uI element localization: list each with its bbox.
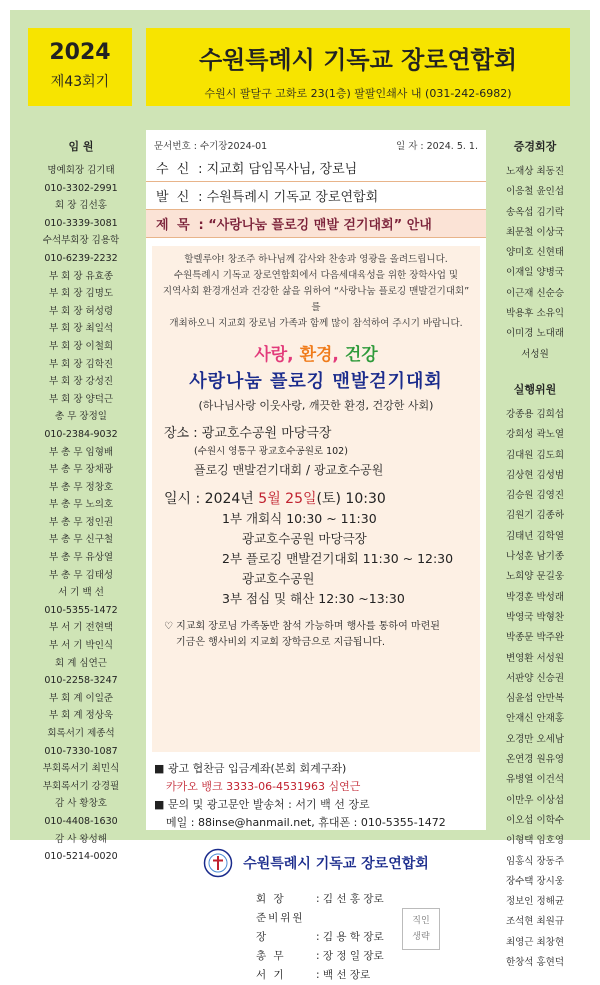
exec-member-line: 이오섭 이학수 (505, 814, 565, 826)
exec-member-line: 심윤섭 안만복 (505, 693, 565, 705)
schedule-1: 1부 개회식 10:30 ~ 11:30 (222, 511, 377, 526)
fund-note (160, 619, 472, 651)
officer-line: 서 기 백 선 (58, 587, 104, 599)
officer-line: 부 회 장 김학진 (48, 358, 114, 370)
officer-line: 총 무 장정일 (55, 411, 107, 423)
seal-box (402, 908, 440, 950)
exec-member-line: 박종문 박주완 (505, 632, 565, 644)
doc-meta (146, 130, 486, 154)
past-president-line: 이미경 노대래 (505, 328, 565, 340)
intro-line: 할렐루야! 창조주 하나님께 감사와 찬송과 영광을 올려드립니다. (184, 254, 448, 265)
intro-line: 개최하오니 지교회 장로님 가족과 함께 많이 참석하여 주시기 바랍니다. (169, 318, 463, 329)
exec-member-line: 변영환 서성원 (505, 652, 565, 664)
past-presidents-list (498, 162, 572, 365)
org-signature (146, 848, 486, 878)
signatory-name: : 백 선 장로 (316, 969, 371, 981)
officer-line: 회 계 심연근 (55, 657, 107, 669)
date-prefix: 일시 : 2024년 (164, 491, 259, 507)
exec-member-line: 조석현 최원규 (505, 916, 565, 928)
year: 2024 (49, 40, 111, 65)
exec-member-line: 나성훈 남기종 (505, 551, 565, 563)
signatory-name: : 김 용 학 장로 (316, 931, 384, 943)
officers-column (30, 118, 132, 863)
officer-line: 회 장 김선홍 (55, 200, 107, 212)
officer-line: 부 총 무 정창호 (48, 481, 114, 493)
subject-key: 제 목 (156, 218, 192, 233)
bank-account: 카카오 뱅크 3333-06-4531963 심연근 (166, 780, 361, 793)
intro-line: 수원특례시 기독교 장로연합회에서 다음세대육성을 위한 장학사업 및 (173, 270, 459, 281)
officer-line: 부 서 기 전현택 (48, 622, 114, 634)
exec-member-line: 김대원 김도희 (505, 449, 565, 461)
exec-member-line: 김승원 김영진 (505, 490, 565, 502)
officer-line: 부 회 장 강성진 (48, 376, 114, 388)
slogan: 사랑, 환경, 건강 (254, 345, 378, 365)
exec-member-line: 오경만 오세남 (505, 733, 565, 745)
exec-member-line: 박영국 박형찬 (505, 611, 565, 623)
signatory-role: 총 무 (256, 950, 286, 962)
officer-line: 010-5355-1472 (44, 604, 118, 616)
officer-line: 부 총 무 신구철 (48, 534, 114, 546)
officer-line: 010-5214-0020 (44, 851, 118, 863)
signatory-role: 회 장 (256, 893, 286, 905)
subject-row (146, 210, 486, 238)
doc-date: 일 자 : 2024. 5. 1. (396, 141, 478, 152)
emblem-icon (203, 848, 233, 878)
officer-line: 부 총 무 김태성 (48, 569, 114, 581)
date-day: 5월 25일 (258, 491, 317, 507)
past-president-line: 이근재 신순승 (505, 287, 565, 299)
signatory-row (256, 966, 486, 985)
signatory-row (256, 909, 486, 947)
exec-member-line: 이형택 임호영 (505, 835, 565, 847)
members-column (498, 118, 572, 973)
officer-line: 회록서기 제종석 (47, 728, 115, 739)
past-president-line: 송옥섭 김기락 (505, 206, 565, 218)
officer-line: 명예회장 김기태 (47, 165, 115, 176)
main-letter (146, 130, 486, 981)
sender-key: 발 신 (156, 190, 192, 205)
sender-value: : 수원특례시 기독교 장로연합회 (198, 190, 379, 205)
schedule-1-place: 광교호수공원 마당극장 (242, 531, 367, 546)
schedule-3: 3부 점심 및 해산 12:30 ~13:30 (222, 591, 405, 606)
officer-line: 부 회 계 정상욱 (48, 710, 114, 722)
slogan-health: 건강 (344, 345, 378, 365)
year-box (28, 28, 132, 106)
fund-note-line: ♡ 지교회 장로님 가족동반 참석 가능하며 행사를 통하여 마련된 (164, 621, 440, 632)
exec-member-line: 김상현 김성범 (505, 469, 565, 481)
date-block (164, 489, 472, 609)
past-president-line: 이응철 윤인섭 (505, 186, 565, 198)
exec-member-line: 강희성 곽노열 (505, 429, 565, 441)
past-president-line: 서성원 (521, 348, 549, 360)
exec-member-line: 김원기 김종하 (505, 510, 565, 522)
past-president-line: 최문철 이상국 (505, 226, 565, 238)
title-box (146, 28, 570, 106)
officer-line: 부 회 장 양덕근 (48, 393, 114, 405)
notice-box (152, 246, 480, 752)
exec-member-line: 서판양 신승권 (505, 672, 565, 684)
officer-line: 감 사 황창호 (55, 798, 107, 810)
exec-member-line: 임홍식 장동주 (505, 855, 565, 867)
officer-line: 부 총 무 장채광 (48, 464, 114, 476)
officer-line: 부 회 장 허성령 (48, 305, 114, 317)
intro-text (160, 252, 472, 332)
schedule-2: 2부 플로깅 맨발걷기대회 11:30 ~ 12:30 (222, 551, 454, 566)
recipient-row (146, 154, 486, 182)
slogan-environment: 환경 (299, 345, 333, 365)
date-suffix: (토) 10:30 (316, 491, 386, 507)
exec-member-line: 정보인 정해균 (505, 896, 565, 908)
signatory-name: : 김 선 홍 장로 (316, 893, 384, 905)
seal-text: 직인 (412, 916, 430, 926)
signatory-row (256, 947, 486, 966)
exec-member-line: 이만우 이상섭 (505, 794, 565, 806)
officer-line: 부 서 기 박인식 (48, 640, 114, 652)
contact-details: 메일 : 88inse@hanmail.net, 휴대폰 : 010-5355-1472 (166, 816, 446, 829)
contact-heading: ■ 문의 및 광고문안 발송처 : 서기 백 선 장로 (154, 798, 370, 811)
exec-member-line: 장수택 장시웅 (505, 875, 565, 887)
officer-line: 부회록서기 강경필 (42, 780, 120, 792)
officer-line: 부 총 무 임형배 (48, 446, 114, 458)
officer-line: 수석부회장 김용학 (42, 235, 120, 247)
signatory-row (256, 890, 486, 909)
recipient-value: : 지교회 담임목사님, 장로님 (198, 162, 358, 177)
doc-number: 문서번호 : 수기장2024-01 (154, 141, 268, 152)
place-name: 장소 : 광교호수공원 마당극장 (164, 426, 332, 441)
exec-member-line: 김태년 김학열 (505, 530, 565, 542)
signatories (256, 890, 486, 985)
officers-list (30, 162, 132, 866)
past-presidents-heading: 증경회장 (513, 140, 557, 153)
exec-member-line: 유병열 이건석 (505, 774, 565, 786)
exec-member-line: 박경훈 박성래 (505, 591, 565, 603)
exec-member-line: 안재신 안재홍 (505, 713, 565, 725)
signatory-role: 서 기 (256, 969, 286, 981)
officer-line: 010-7330-1087 (44, 745, 118, 757)
fund-note-line: 기금은 행사비외 지교회 장학금으로 지급됩니다. (176, 637, 386, 648)
signatory-name: : 장 정 일 장로 (316, 950, 384, 962)
recipient-key: 수 신 (156, 162, 192, 177)
officer-line: 010-2258-3247 (44, 675, 118, 687)
officer-line: 010-3339-3081 (44, 217, 118, 229)
officers-heading: 임 원 (68, 140, 94, 153)
officer-line: 010-3302-2991 (44, 182, 118, 194)
subject-value: : “사랑나눔 플로깅 맨발 걷기대회” 안내 (198, 218, 432, 233)
slogan-love: 사랑 (254, 345, 288, 365)
officer-line: 부 회 장 유효종 (48, 270, 114, 282)
past-president-line: 박용후 소유익 (505, 308, 565, 320)
officer-line: 부 총 무 유상열 (48, 552, 114, 564)
officer-line: 부 회 계 이일준 (48, 692, 114, 704)
signatory-role: 준비위원장 (256, 912, 305, 943)
exec-member-line: 노희양 문길웅 (505, 571, 565, 583)
officer-line: 부 총 무 노의호 (48, 499, 114, 511)
org-title: 수원특례시 기독교 장로연합회 (198, 46, 518, 74)
place-address: (수원시 영통구 광교호수공원로 102) (194, 446, 348, 457)
seal-text: 생략 (412, 932, 430, 942)
place-event: 플로깅 맨발걷기대회 / 광교호수공원 (194, 463, 384, 477)
schedule-2-place: 광교호수공원 (242, 571, 315, 586)
officer-line: 부 총 무 정인권 (48, 516, 114, 528)
event-subtitle: (하나님사랑 이웃사랑, 깨끗한 환경, 건강한 사회) (198, 399, 434, 412)
officer-line: 부 회 장 최일석 (48, 323, 114, 335)
officer-line: 감 사 왕성해 (55, 833, 107, 845)
bank-heading: ■ 광고 협찬금 입금계좌(본회 회계구좌) (154, 762, 347, 775)
date-line (164, 489, 472, 509)
exec-committee-list (498, 405, 572, 973)
event-title: 사랑나눔 플로깅 맨발걷기대회 (189, 371, 443, 392)
officer-line: 010-4408-1630 (44, 815, 118, 827)
officer-line: 010-2384-9032 (44, 428, 118, 440)
exec-member-line: 온연경 원유영 (505, 754, 565, 766)
sender-row (146, 182, 486, 210)
session: 제43회기 (50, 74, 110, 90)
officer-line: 부 회 장 김명도 (48, 288, 114, 300)
officer-line: 010-6239-2232 (44, 252, 118, 264)
org-name: 수원특례시 기독교 장로연합회 (243, 856, 429, 872)
intro-line: 지역사회 환경개선과 건강한 삶을 위하여 “사랑나눔 플로깅 맨발걷기대회” 를 (162, 286, 470, 313)
exec-member-line: 최영근 최창현 (505, 936, 565, 948)
past-president-line: 양미호 신현태 (505, 247, 565, 259)
org-address: 수원시 팔달구 고화로 23(1층) 팔팔인쇄사 내 (031-242-6982) (204, 87, 512, 100)
officer-line: 부회록서기 최민식 (42, 763, 120, 775)
place-block (164, 425, 472, 479)
past-president-line: 노재상 최동진 (505, 166, 565, 177)
exec-committee-heading: 실행위원 (513, 382, 557, 396)
exec-member-line: 한창석 홍현덕 (505, 956, 565, 968)
officer-line: 부 회 장 이철희 (48, 340, 114, 352)
exec-member-line: 강종용 김희섭 (505, 408, 565, 420)
info-block (146, 760, 486, 832)
past-president-line: 이재일 양병국 (505, 267, 565, 279)
